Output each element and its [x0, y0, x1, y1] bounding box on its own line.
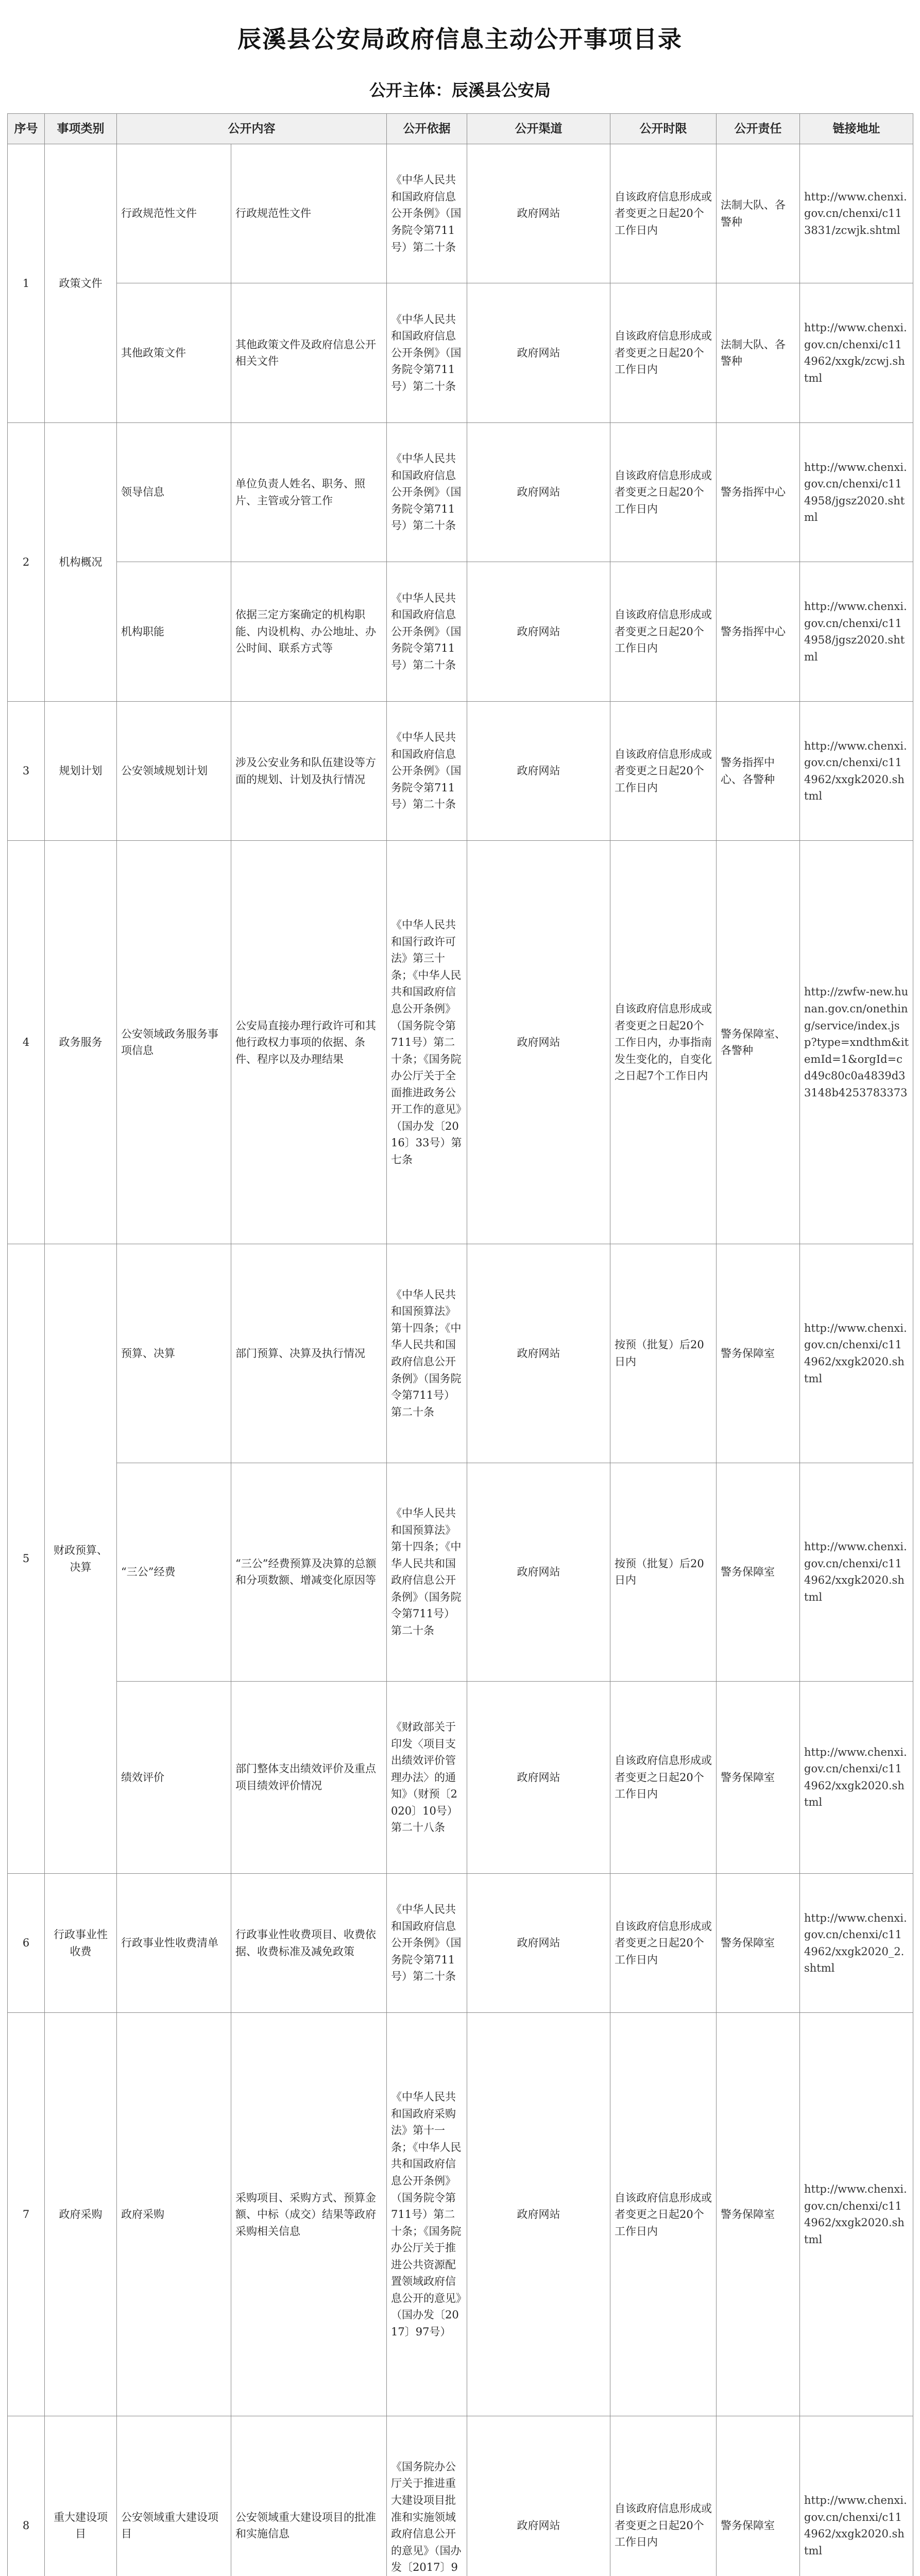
table-row	[8, 422, 913, 562]
category-cell: 政府采购	[45, 2013, 117, 2416]
header-responsibility: 公开责任	[717, 114, 800, 144]
responsibility-cell: 警务保障室	[717, 2013, 800, 2416]
basis-cell: 《中华人民共和国政府信息公开条例》（国务院令第711号）第二十条	[387, 1873, 467, 2012]
item-cell: 机构职能	[117, 562, 231, 701]
responsibility-cell: 警务保障室	[717, 1463, 800, 1681]
table-header-row	[8, 114, 913, 144]
time-cell: 自该政府信息形成或者变更之日起20个工作日内	[610, 562, 717, 701]
basis-cell: 《中华人民共和国政府信息公开条例》（国务院令第711号）第二十条	[387, 144, 467, 283]
table-body	[8, 144, 913, 2576]
row-number: 1	[8, 144, 45, 423]
category-cell: 机构概况	[45, 422, 117, 701]
time-cell: 按预（批复）后20日内	[610, 1463, 717, 1681]
content-cell: 行政规范性文件	[231, 144, 387, 283]
item-cell: 公安领域规划计划	[117, 701, 231, 840]
channel-cell: 政府网站	[467, 1681, 610, 1873]
basis-cell: 《中华人民共和国政府信息公开条例》（国务院令第711号）第二十条	[387, 283, 467, 422]
content-cell: 部门整体支出绩效评价及重点项目绩效评价情况	[231, 1681, 387, 1873]
link-cell[interactable]: http://www.chenxi.gov.cn/chenxi/c114962/xxgk2020.shtml	[800, 1681, 913, 1873]
category-cell: 政策文件	[45, 144, 117, 423]
responsibility-cell: 警务指挥中心	[717, 422, 800, 562]
table-row	[8, 2416, 913, 2576]
item-cell: 行政事业性收费清单	[117, 1873, 231, 2012]
publisher-line: 公开主体：辰溪县公安局	[369, 80, 551, 100]
responsibility-cell: 法制大队、各警种	[717, 144, 800, 283]
category-cell: 重大建设项目	[45, 2416, 117, 2576]
basis-cell: 《中华人民共和国行政许可法》第三十条；《中华人民共和国政府信息公开条例》（国务院令第711号）第二十条；《国务院办公厅关于全面推进政务公开工作的意见》（国办发〔2016〕33号）第七条	[387, 841, 467, 1244]
time-cell: 自该政府信息形成或者变更之日起20个工作日内	[610, 2013, 717, 2416]
time-cell: 自该政府信息形成或者变更之日起20个工作日内	[610, 701, 717, 840]
item-cell: 行政规范性文件	[117, 144, 231, 283]
time-cell: 自该政府信息形成或者变更之日起20个工作日内	[610, 1681, 717, 1873]
channel-cell: 政府网站	[467, 422, 610, 562]
responsibility-cell: 警务保障室	[717, 1681, 800, 1873]
category-cell: 规划计划	[45, 701, 117, 840]
channel-cell: 政府网站	[467, 1463, 610, 1681]
link-cell[interactable]: http://www.chenxi.gov.cn/chenxi/c113831/zcwjk.shtml	[800, 144, 913, 283]
channel-cell: 政府网站	[467, 841, 610, 1244]
row-number: 7	[8, 2013, 45, 2416]
responsibility-cell: 警务保障室	[717, 2416, 800, 2576]
basis-cell: 《中华人民共和国政府信息公开条例》（国务院令第711号）第二十条	[387, 562, 467, 701]
table-row	[8, 283, 913, 422]
table-row	[8, 1244, 913, 1463]
row-number: 4	[8, 841, 45, 1244]
basis-cell: 《中华人民共和国预算法》第十四条；《中华人民共和国政府信息公开条例》（国务院令第711号）第二十条	[387, 1463, 467, 1681]
time-cell: 自该政府信息形成或者变更之日起20个工作日内，办事指南发生变化的，自变化之日起7个工作日内	[610, 841, 717, 1244]
basis-cell: 《财政部关于印发〈项目支出绩效评价管理办法〉的通知》（财预〔2020〕10号）第二十八条	[387, 1681, 467, 1873]
page-title: 辰溪县公安局政府信息主动公开事项目录	[237, 25, 683, 53]
item-cell: 预算、决算	[117, 1244, 231, 1463]
item-cell: “三公”经费	[117, 1463, 231, 1681]
header-link: 链接地址	[800, 114, 913, 144]
link-cell[interactable]: http://www.chenxi.gov.cn/chenxi/c114958/jgsz2020.shtml	[800, 562, 913, 701]
content-cell: 部门预算、决算及执行情况	[231, 1244, 387, 1463]
item-cell: 公安领域政务服务事项信息	[117, 841, 231, 1244]
content-cell: 采购项目、采购方式、预算金额、中标（成交）结果等政府采购相关信息	[231, 2013, 387, 2416]
header-basis: 公开依据	[387, 114, 467, 144]
responsibility-cell: 警务指挥中心、各警种	[717, 701, 800, 840]
responsibility-cell: 警务保障室、各警种	[717, 841, 800, 1244]
content-cell: 涉及公安业务和队伍建设等方面的规划、计划及执行情况	[231, 701, 387, 840]
time-cell: 自该政府信息形成或者变更之日起20个工作日内	[610, 283, 717, 422]
row-number: 6	[8, 1873, 45, 2012]
time-cell: 自该政府信息形成或者变更之日起20个工作日内	[610, 1873, 717, 2012]
table-row	[8, 1463, 913, 1681]
header-no: 序号	[8, 114, 45, 144]
content-cell: 依据三定方案确定的机构职能、内设机构、办公地址、办公时间、联系方式等	[231, 562, 387, 701]
header-content: 公开内容	[117, 114, 387, 144]
time-cell: 自该政府信息形成或者变更之日起20个工作日内	[610, 144, 717, 283]
category-cell: 政务服务	[45, 841, 117, 1244]
time-cell: 自该政府信息形成或者变更之日起20个工作日内	[610, 422, 717, 562]
item-cell: 绩效评价	[117, 1681, 231, 1873]
time-cell: 自该政府信息形成或者变更之日起20个工作日内	[610, 2416, 717, 2576]
content-cell: 单位负责人姓名、职务、照片、主管或分管工作	[231, 422, 387, 562]
item-cell: 领导信息	[117, 422, 231, 562]
header-channel: 公开渠道	[467, 114, 610, 144]
row-number: 8	[8, 2416, 45, 2576]
basis-cell: 《中华人民共和国预算法》第十四条；《中华人民共和国政府信息公开条例》（国务院令第711号）第二十条	[387, 1244, 467, 1463]
header-category: 事项类别	[45, 114, 117, 144]
responsibility-cell: 法制大队、各警种	[717, 283, 800, 422]
basis-cell: 《国务院办公厅关于推进重大建设项目批准和实施领域政府信息公开的意见》（国办发〔2017〕9	[387, 2416, 467, 2576]
channel-cell: 政府网站	[467, 701, 610, 840]
channel-cell: 政府网站	[467, 562, 610, 701]
basis-cell: 《中华人民共和国政府信息公开条例》（国务院令第711号）第二十条	[387, 422, 467, 562]
link-cell[interactable]: http://www.chenxi.gov.cn/chenxi/c114962/xxgk2020.shtml	[800, 1463, 913, 1681]
directory-table	[7, 113, 913, 2576]
row-number: 5	[8, 1244, 45, 1873]
item-cell: 其他政策文件	[117, 283, 231, 422]
basis-cell: 《中华人民共和国政府采购法》第十一条；《中华人民共和国政府信息公开条例》（国务院令第711号）第二十条；《国务院办公厅关于推进公共资源配置领域政府信息公开的意见》（国办发〔2017〕97号）	[387, 2013, 467, 2416]
link-cell[interactable]: http://www.chenxi.gov.cn/chenxi/c114962/xxgk2020.shtml	[800, 1244, 913, 1463]
channel-cell: 政府网站	[467, 1873, 610, 2012]
channel-cell: 政府网站	[467, 283, 610, 422]
content-cell: 其他政策文件及政府信息公开相关文件	[231, 283, 387, 422]
link-cell[interactable]: http://www.chenxi.gov.cn/chenxi/c114962/xxgk2020.shtml	[800, 2416, 913, 2576]
table-row	[8, 2013, 913, 2416]
table-row	[8, 701, 913, 840]
responsibility-cell: 警务保障室	[717, 1244, 800, 1463]
row-number: 2	[8, 422, 45, 701]
link-cell[interactable]: http://www.chenxi.gov.cn/chenxi/c114962/xxgk/zcwj.shtml	[800, 283, 913, 422]
channel-cell: 政府网站	[467, 1244, 610, 1463]
category-cell: 财政预算、决算	[45, 1244, 117, 1873]
link-cell[interactable]: http://zwfw-new.hunan.gov.cn/onething/service/index.jsp?type=xndthm&itemId=1&orgId=cd49c80c0a4839d33148b4253783373	[800, 841, 913, 1244]
table-row	[8, 562, 913, 701]
row-number: 3	[8, 701, 45, 840]
item-cell: 政府采购	[117, 2013, 231, 2416]
time-cell: 按预（批复）后20日内	[610, 1244, 717, 1463]
header-time: 公开时限	[610, 114, 717, 144]
channel-cell: 政府网站	[467, 2416, 610, 2576]
link-cell[interactable]: http://www.chenxi.gov.cn/chenxi/c114962/xxgk2020.shtml	[800, 2013, 913, 2416]
responsibility-cell: 警务指挥中心	[717, 562, 800, 701]
table-row	[8, 1681, 913, 1873]
channel-cell: 政府网站	[467, 144, 610, 283]
table-row	[8, 841, 913, 1244]
content-cell: 公安领域重大建设项目的批准和实施信息	[231, 2416, 387, 2576]
channel-cell: 政府网站	[467, 2013, 610, 2416]
responsibility-cell: 警务保障室	[717, 1873, 800, 2012]
content-cell: “三公”经费预算及决算的总额和分项数额、增减变化原因等	[231, 1463, 387, 1681]
item-cell: 公安领域重大建设项目	[117, 2416, 231, 2576]
basis-cell: 《中华人民共和国政府信息公开条例》（国务院令第711号）第二十条	[387, 701, 467, 840]
table-row	[8, 144, 913, 283]
link-cell[interactable]: http://www.chenxi.gov.cn/chenxi/c114962/xxgk2020.shtml	[800, 701, 913, 840]
table-row	[8, 1873, 913, 2012]
link-cell[interactable]: http://www.chenxi.gov.cn/chenxi/c114962/xxgk2020_2.shtml	[800, 1873, 913, 2012]
content-cell: 公安局直接办理行政许可和其他行政权力事项的依据、条件、程序以及办理结果	[231, 841, 387, 1244]
content-cell: 行政事业性收费项目、收费依据、收费标准及减免政策	[231, 1873, 387, 2012]
link-cell[interactable]: http://www.chenxi.gov.cn/chenxi/c114958/jgsz2020.shtml	[800, 422, 913, 562]
category-cell: 行政事业性收费	[45, 1873, 117, 2012]
